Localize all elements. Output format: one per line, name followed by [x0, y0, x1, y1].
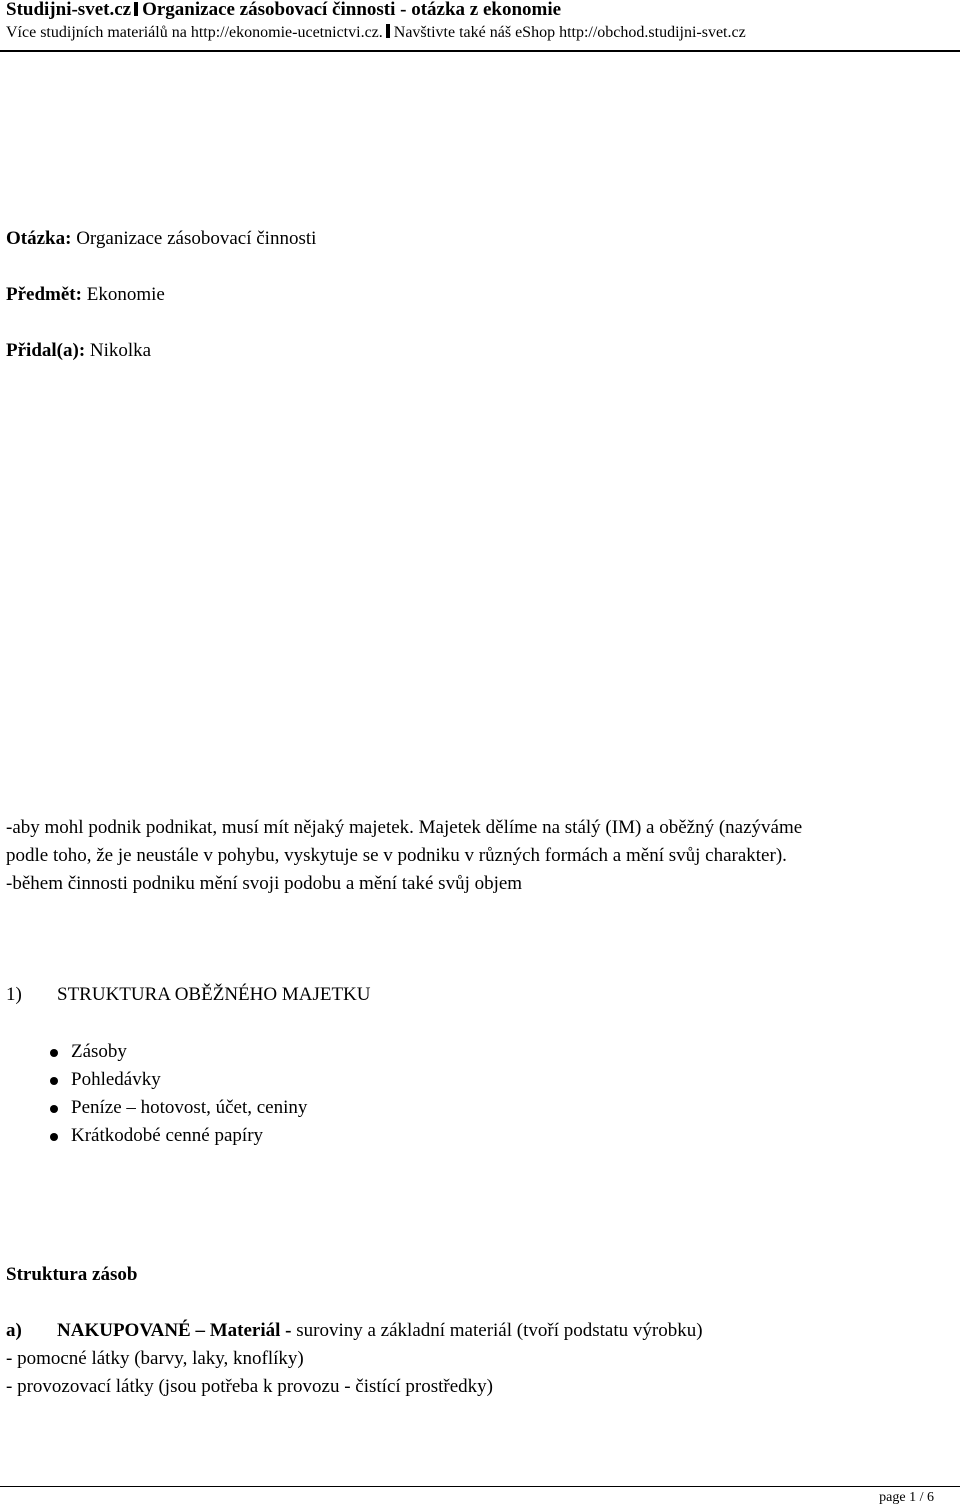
bullet-icon [50, 1077, 58, 1085]
separator [386, 24, 390, 38]
footer-divider [0, 1486, 960, 1487]
item-a-text: suroviny a základní materiál (tvoří podstatu výrobku) [291, 1320, 703, 1341]
header-divider [0, 50, 960, 52]
question-value: Organizace zásobovací činnosti [76, 228, 317, 249]
structure-line-a [6, 1317, 703, 1345]
subject-label: Předmět: [6, 284, 82, 305]
bullet-icon [50, 1049, 58, 1057]
subject-line [6, 284, 165, 306]
list-item [50, 1066, 307, 1094]
bullet-icon [50, 1105, 58, 1113]
intro-line-2: podle toho, že je neustále v pohybu, vyskytuje se v podniku v různých formách a mění svůj charakter). [6, 845, 787, 866]
structure-line-3: - provozovací látky (jsou potřeba k provozu - čistící prostředky) [6, 1376, 493, 1397]
intro-line-3: -během činnosti podniku mění svoji podobu a mění také svůj objem [6, 873, 523, 894]
author-value: Nikolka [89, 340, 152, 361]
structure-heading: Struktura zásob [6, 1264, 138, 1285]
page-number: page 1 / 6 [879, 1490, 934, 1505]
list-item [50, 1122, 307, 1150]
subject-value: Ekonomie [86, 284, 165, 305]
item-a-number: a) [6, 1320, 22, 1341]
header-links-line [6, 24, 746, 42]
site-name[interactable]: Studijni-svet.cz [6, 0, 132, 20]
author-label: Přidal(a): [6, 340, 86, 361]
list-item-text: Pohledávky [71, 1069, 161, 1090]
intro-line-1: -aby mohl podnik podnikat, musí mít nějaký majetek. Majetek dělíme na stálý (IM) a oběžný (nazýváme [6, 817, 803, 838]
question-label: Otázka: [6, 228, 72, 249]
eshop-link[interactable]: Navštivte také náš eShop http://obchod.studijni-svet.cz [393, 24, 746, 41]
more-materials-link[interactable]: Více studijních materiálů na http://ekonomie-ucetnictvi.cz. [6, 24, 383, 41]
list-item-text: Krátkodobé cenné papíry [71, 1125, 264, 1146]
author-line [6, 340, 151, 362]
question-line [6, 228, 316, 250]
list-item-text: Peníze – hotovost, účet, ceniny [71, 1097, 308, 1118]
structure-line-2: - pomocné látky (barvy, laky, knoflíky) [6, 1348, 304, 1369]
bullet-icon [50, 1133, 58, 1141]
list-item-text: Zásoby [71, 1041, 127, 1062]
list-item [50, 1094, 307, 1122]
list-item [50, 1038, 307, 1066]
section-title: STRUKTURA OBĚŽNÉHO MAJETKU [57, 984, 371, 1005]
section-number: 1) [6, 984, 22, 1005]
item-a-bold: NAKUPOVANÉ – Materiál - [57, 1320, 292, 1341]
separator [134, 2, 138, 16]
bullet-list [50, 1038, 307, 1150]
header-title-line [6, 0, 561, 21]
document-title: Organizace zásobovací činnosti - otázka z ekonomie [142, 0, 562, 20]
section-heading [6, 984, 371, 1006]
